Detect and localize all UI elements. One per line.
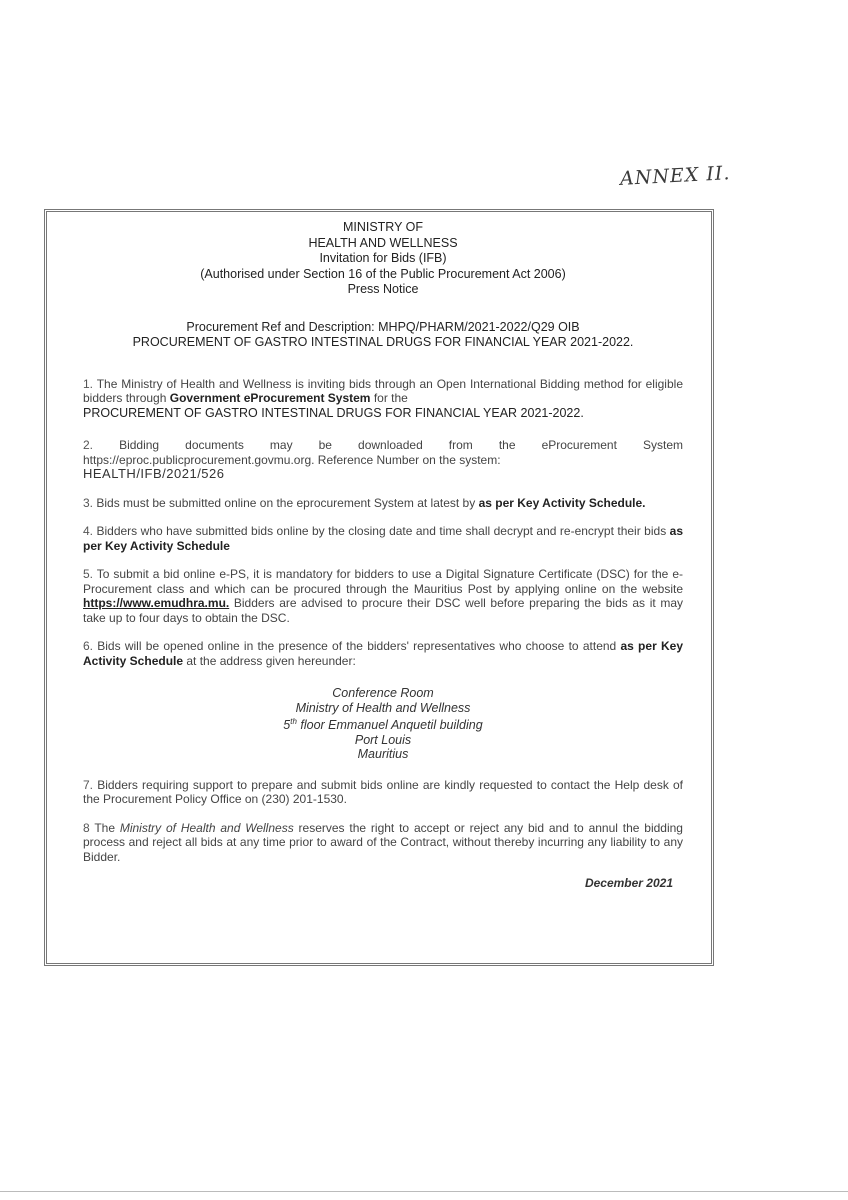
paragraph-8	[83, 821, 683, 865]
paragraph-number: 4.	[83, 524, 94, 538]
procurement-ref	[83, 320, 683, 351]
paragraph-7	[83, 778, 683, 807]
notice-frame	[44, 209, 714, 966]
address-line: Mauritius	[357, 747, 409, 762]
paragraph-text: Bids must be submitted online on the eprocurement System at latest by	[96, 495, 479, 510]
paragraph-5	[83, 567, 683, 625]
paragraph-number: 1.	[83, 376, 94, 391]
address-line: Port Louis	[354, 732, 412, 747]
paragraph-number: 3.	[83, 495, 94, 510]
notice-header	[83, 220, 683, 298]
header-authorisation: (Authorised under Section 16 of the Public Procurement Act 2006)	[200, 266, 566, 281]
header-press-notice: Press Notice	[347, 282, 419, 296]
system-reference-number: HEALTH/IFB/2021/526	[83, 466, 225, 481]
paragraph-3	[83, 496, 683, 511]
paragraph-text: for the	[370, 391, 408, 405]
header-ifb: Invitation for Bids (IFB)	[319, 251, 447, 265]
address-line: Conference Room	[332, 686, 434, 700]
paragraph-4	[83, 524, 683, 553]
opening-address	[83, 686, 683, 762]
paragraph-number: 2.	[83, 438, 94, 452]
procurement-ref-line: Procurement Ref and Description: MHPQ/PHARM/2021-2022/Q29 OIB	[186, 319, 580, 334]
paragraph-text: Bids will be opened online in the presence of the bidders' representatives who choose to attend	[97, 639, 621, 653]
paragraph-text: The	[94, 820, 120, 835]
paragraph-bold: as per Key Activity Schedule	[83, 639, 683, 668]
paragraph-6	[83, 639, 683, 668]
paragraph-number: 6.	[83, 639, 94, 653]
emudhra-website-link[interactable]: https://www.emudhra.mu.	[83, 596, 230, 610]
paragraph-number: 8	[83, 820, 90, 835]
paragraph-italic: Ministry of Health and Wellness	[119, 820, 294, 835]
paragraph-bold: as per Key Activity Schedule.	[478, 495, 646, 510]
notice-body	[83, 220, 683, 890]
paragraph-text: The Ministry of Health and Wellness is inviting bids through an Open International Bidding method for eligible bidders through	[83, 376, 683, 405]
paragraph-text: Bidders who have submitted bids online by the closing date and time shall decrypt and re-encrypt their bids	[96, 524, 670, 538]
paragraph-2	[83, 438, 683, 482]
scan-edge-line	[0, 1191, 848, 1192]
header-ministry: MINISTRY OF	[342, 220, 424, 234]
annex-handwritten-note: ANNEX II.	[619, 162, 731, 190]
paragraph-text: Bidding documents may be downloaded from the eProcurement System https://eproc.publicprocurement.govmu.org. Reference Number on the system:	[83, 438, 684, 467]
paragraph-bold: Government eProcurement System	[169, 391, 371, 405]
address-line: 5th floor Emmanuel Anquetil building	[283, 717, 483, 733]
notice-date: December 2021	[584, 876, 673, 891]
paragraph-text: reserves the right to accept or reject any bid and to annul the bidding process and reject all bids at any time prior to award of the Contract, without thereby incurring any liability to any Bidder.	[83, 820, 683, 864]
paragraph-number: 5.	[83, 567, 94, 581]
paragraph-text: at the address given hereunder:	[183, 653, 356, 668]
header-ministry-name: HEALTH AND WELLNESS	[308, 235, 458, 250]
paragraph-1	[83, 377, 683, 421]
address-line: Ministry of Health and Wellness	[295, 700, 471, 715]
paragraph-number: 7.	[83, 777, 94, 792]
paragraph-text: Bidders are advised to procure their DSC well before preparing the bids as it may take up to four days to obtain the DSC.	[83, 596, 683, 625]
paragraph-bold: as per Key Activity Schedule	[83, 524, 684, 553]
procurement-desc-line: PROCUREMENT OF GASTRO INTESTINAL DRUGS FOR FINANCIAL YEAR 2021-2022.	[132, 335, 634, 349]
paragraph-procurement-title: PROCUREMENT OF GASTRO INTESTINAL DRUGS FOR FINANCIAL YEAR 2021-2022.	[83, 405, 584, 420]
paragraph-text: Bidders requiring support to prepare and submit bids online are kindly requested to contact the Help desk of the Procurement Policy Office on (230) 201-1530.	[83, 777, 683, 807]
paragraph-text: To submit a bid online e-PS, it is mandatory for bidders to use a Digital Signature Certificate (DSC) for the e-Procurement class and which can be procured through the Mauritius Post by applying online on the website	[83, 567, 683, 596]
